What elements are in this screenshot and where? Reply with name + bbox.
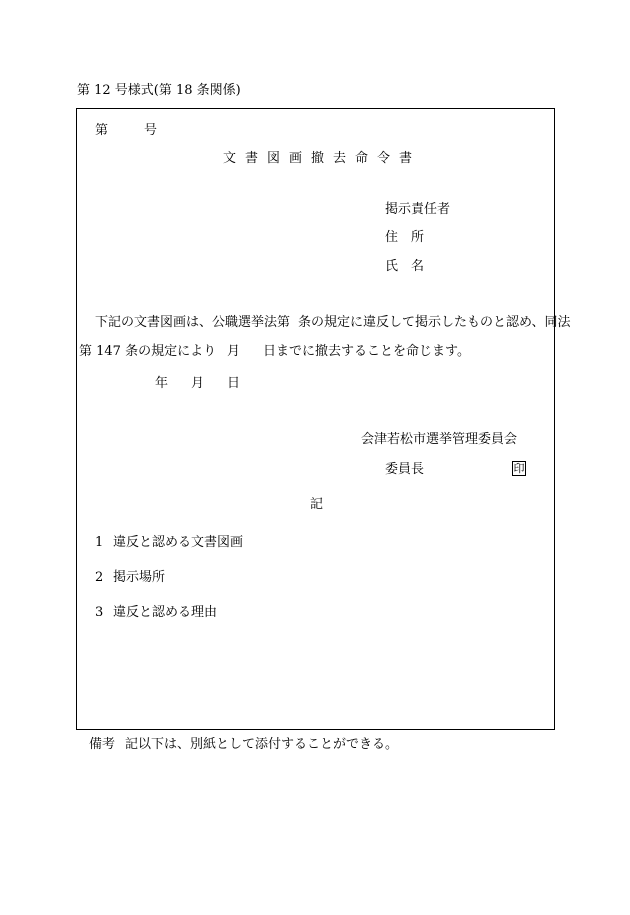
item-number: 2 [95, 570, 104, 585]
document-number-prefix: 第 [95, 123, 109, 138]
item-number: 1 [95, 535, 104, 550]
date-year: 年 [155, 376, 169, 391]
body-line2-start: 第 147 条の規定により [79, 344, 217, 359]
item-text: 違反と認める理由 [113, 605, 218, 620]
body-line2-month: 月 [227, 344, 241, 359]
address-label: 住 所 [385, 230, 425, 245]
form-number-label: 第 12 号様式(第 18 条関係) [77, 83, 241, 98]
issuer-chair: 委員長 [385, 462, 425, 477]
title-char: 書 [245, 151, 259, 166]
title-char: 画 [289, 151, 303, 166]
seal-stamp: 印 [513, 462, 525, 475]
date-day: 日 [227, 376, 241, 391]
body-line1-end: 条の規定に違反して掲示したものと認め、同法 [298, 315, 571, 330]
date-month: 月 [191, 376, 205, 391]
order-form [76, 108, 555, 730]
title-char: 図 [267, 151, 281, 166]
note-label: 備考 [89, 737, 116, 752]
document-number-suffix: 号 [144, 123, 158, 138]
title-char: 去 [333, 151, 347, 166]
responsible-person-label: 掲示責任者 [385, 202, 451, 217]
item-text: 違反と認める文書図画 [113, 535, 244, 550]
title-char: 令 [377, 151, 391, 166]
item-text: 掲示場所 [113, 570, 166, 585]
item-number: 3 [95, 605, 104, 620]
title-char: 書 [399, 151, 413, 166]
title-char: 命 [355, 151, 369, 166]
note-text: 記以下は、別紙として添付することができる。 [125, 737, 399, 752]
body-line1-start: 下記の文書図画は、公職選挙法第 [95, 315, 291, 330]
name-label: 氏 名 [385, 259, 425, 274]
ki-heading: 記 [310, 497, 324, 512]
title-char: 文 [223, 151, 237, 166]
title-char: 撤 [311, 151, 325, 166]
body-line2-end: 日までに撤去することを命じます。 [263, 344, 470, 359]
issuer-organization: 会津若松市選挙管理委員会 [361, 432, 518, 447]
